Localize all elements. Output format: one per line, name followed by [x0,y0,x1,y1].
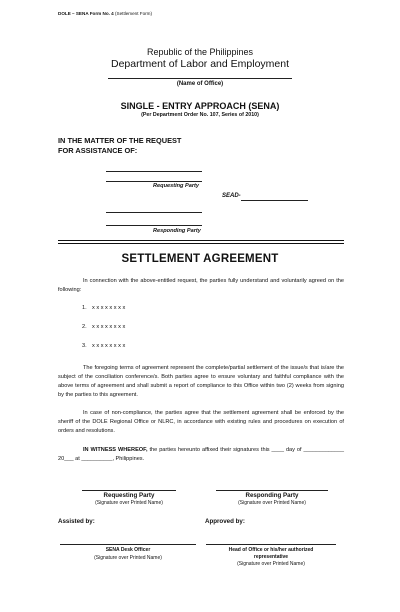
witness-bold: IN WITNESS WHEREOF, [83,447,148,453]
matter-heading [58,136,181,156]
head-of-office-title [200,547,342,560]
agreement-item-1 [82,305,125,311]
witness-paragraph [58,446,344,464]
responding-party-label: Responding Party [153,228,201,234]
head-of-office-signature-line [206,544,336,545]
matter-line-2: FOR ASSISTANCE OF: [58,146,138,155]
office-name-line [108,78,292,79]
responding-party-line-1 [106,212,202,213]
requesting-party-line-1 [106,171,202,172]
divider-thin [58,243,344,244]
requesting-party-line-2 [106,181,202,182]
form-type: (Settlement Form) [115,11,153,16]
department-order: (Per Department Order No. 107, Series of 2010) [141,112,259,118]
item-text: x x x x x x x x [92,324,126,330]
sead-number-line [241,200,308,201]
agreement-title: SETTLEMENT AGREEMENT [121,253,279,265]
responding-party-signature-title: Responding Party [245,492,299,499]
item-text: x x x x x x x x [92,305,126,311]
head-of-office-line-1: Head of Office or his/her authorized [228,547,314,553]
responding-party-signature-line [216,490,328,491]
head-of-office-caption: (Signature over Printed Name) [237,561,305,567]
responding-party-line-2 [106,225,202,226]
agreement-item-3 [82,343,125,349]
noncompliance-paragraph: In case of non-compliance, the parties agree that the settlement agreement shall be enforced by the sheriff of the DOLE Regional Office or NLRC, in accordance with existing rules and procedures on execution of orders and resolutions. [58,410,344,434]
item-number: 3. [82,343,87,349]
requesting-party-signature-title: Requesting Party [103,492,155,499]
intro-paragraph: In connection with the above-entitled request, the parties fully understand and voluntarily agreed on the following: [58,278,344,293]
item-number: 2. [82,324,87,330]
head-of-office-line-2: representative [253,553,289,560]
sena-officer-signature-line [60,544,196,545]
form-number-code: DOLE – SENA Form No. 4 [58,11,114,16]
republic-heading: Republic of the Philippines [146,47,254,57]
sead-label: SEAD- [222,193,241,199]
assisted-by-label: Assisted by: [58,518,95,525]
requesting-party-label: Requesting Party [153,183,200,189]
office-name-caption: (Name of Office) [176,81,224,87]
requesting-party-signature-caption: (Signature over Printed Name) [95,500,163,506]
responding-party-signature-caption: (Signature over Printed Name) [238,500,306,506]
agreement-item-2 [82,324,125,330]
sena-officer-caption: (Signature over Printed Name) [94,555,162,561]
item-text: x x x x x x x x [92,343,126,349]
approach-title: SINGLE - ENTRY APPROACH (SENA) [120,101,280,111]
matter-line-1: IN THE MATTER OF THE REQUEST [58,136,182,145]
witness-text: the parties hereunto affixed their signatures this ____ day of _____________ 20___ at __________, Philippines. [58,447,344,462]
sena-officer-title: SENA Desk Officer [105,547,151,553]
department-heading: Department of Labor and Employment [110,58,289,70]
divider-thick [58,240,344,241]
approved-by-label: Approved by: [205,518,245,525]
requesting-party-signature-line [82,490,176,491]
foregoing-paragraph: The foregoing terms of agreement represent the complete/partial settlement of the issue/s that is/are the subject of the conciliation conference/s. Both parties agree to ensure voluntary and faithful compliance with the above terms of agreement and shall submit a report of compliance to this Office within two (2) weeks from signing by the parties to this agreement. [58,365,344,398]
item-number: 1. [82,305,87,311]
form-number [58,11,152,16]
